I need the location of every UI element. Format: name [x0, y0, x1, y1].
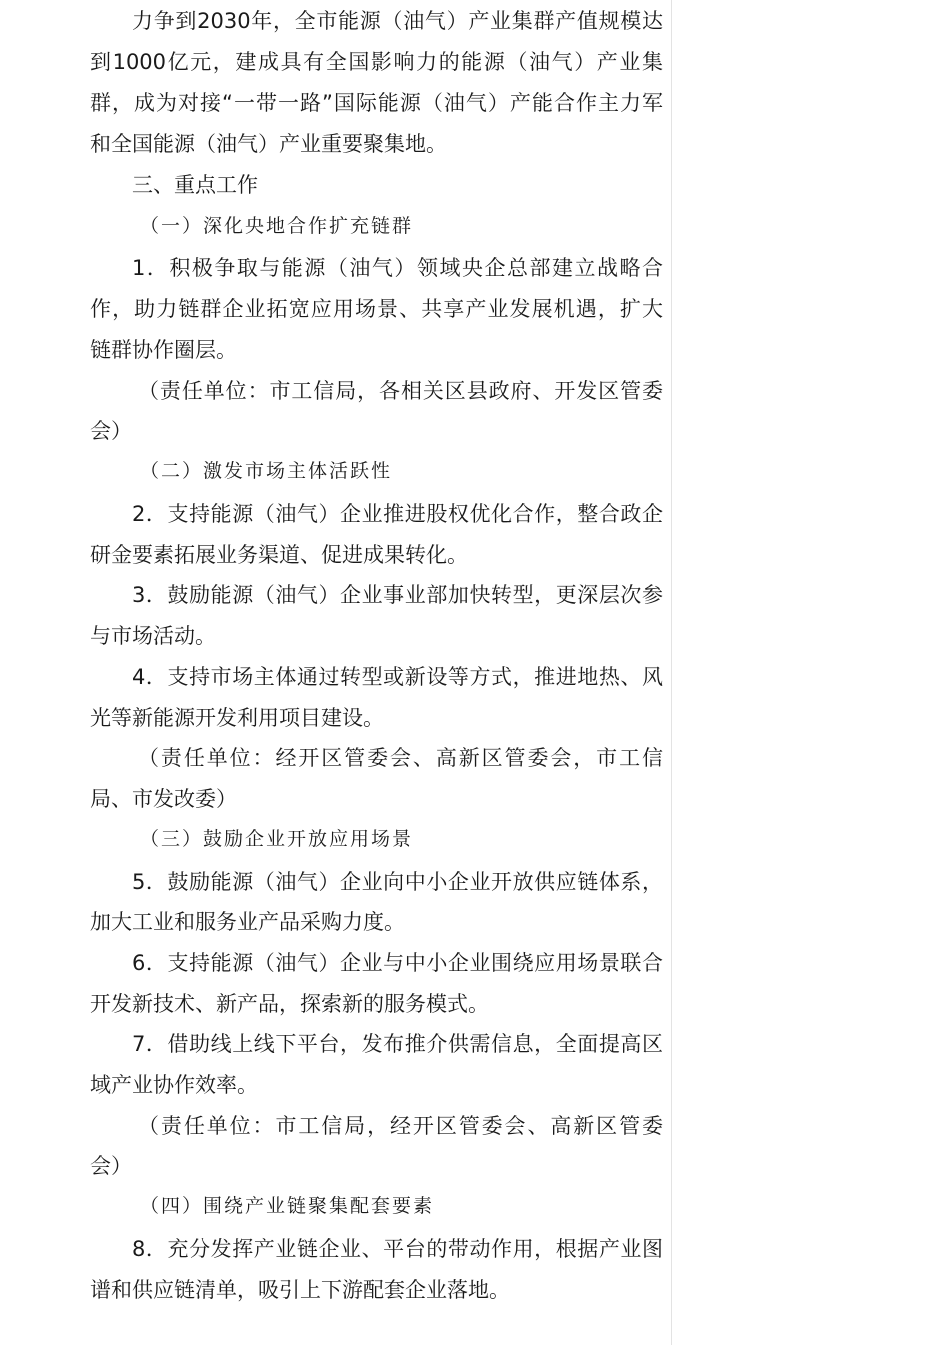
responsibility-line: 会）: [90, 419, 132, 443]
paragraph-line: 加大工业和服务业产品采购力度。: [90, 910, 405, 934]
subsection-heading: （三）鼓励企业开放应用场景: [140, 828, 414, 850]
section-heading: 三、重点工作: [132, 173, 258, 197]
responsibility-line: （责任单位：市工信局，经开区管委会、高新区管委: [138, 1114, 663, 1138]
paragraph-line: 谱和供应链清单，吸引上下游配套企业落地。: [90, 1278, 510, 1302]
paragraph-line: 链群协作圈层。: [90, 338, 237, 362]
paragraph-line: 1．积极争取与能源（油气）领域央企总部建立战略合: [132, 256, 663, 280]
paragraph-line: 6．支持能源（油气）企业与中小企业围绕应用场景联合: [132, 951, 663, 975]
paragraph-line: 和全国能源（油气）产业重要聚集地。: [90, 132, 447, 156]
paragraph-line: 作，助力链群企业拓宽应用场景、共享产业发展机遇，扩大: [90, 297, 663, 321]
paragraph-line: 7．借助线上线下平台，发布推介供需信息，全面提高区: [132, 1032, 663, 1056]
responsibility-line: 局、市发改委）: [90, 787, 237, 811]
paragraph-line: 2．支持能源（油气）企业推进股权优化合作，整合政企: [132, 502, 663, 526]
paragraph-line: 研金要素拓展业务渠道、促进成果转化。: [90, 543, 468, 567]
subsection-heading: （四）围绕产业链聚集配套要素: [140, 1195, 435, 1217]
paragraph-line: 与市场活动。: [90, 624, 216, 648]
paragraph-line: 8．充分发挥产业链企业、平台的带动作用，根据产业图: [132, 1237, 663, 1261]
paragraph-line: 4．支持市场主体通过转型或新设等方式，推进地热、风: [132, 665, 663, 689]
paragraph-line: 群，成为对接“一带一路”国际能源（油气）产能合作主力军: [90, 91, 663, 115]
responsibility-line: 会）: [90, 1154, 132, 1178]
paragraph-line: 力争到2030年，全市能源（油气）产业集群产值规模达: [132, 9, 663, 33]
paragraph-line: 光等新能源开发利用项目建设。: [90, 706, 384, 730]
subsection-heading: （二）激发市场主体活跃性: [140, 460, 393, 482]
paragraph-line: 5．鼓励能源（油气）企业向中小企业开放供应链体系，: [132, 870, 663, 894]
paragraph-line: 到1000亿元，建成具有全国影响力的能源（油气）产业集: [90, 50, 663, 74]
paragraph-line: 开发新技术、新产品，探索新的服务模式。: [90, 992, 489, 1016]
responsibility-line: （责任单位：经开区管委会、高新区管委会，市工信: [138, 746, 663, 770]
paragraph-line: 3．鼓励能源（油气）企业事业部加快转型，更深层次参: [132, 583, 663, 607]
paragraph-line: 域产业协作效率。: [90, 1073, 258, 1097]
subsection-heading: （一）深化央地合作扩充链群: [140, 215, 414, 237]
responsibility-line: （责任单位：市工信局，各相关区县政府、开发区管委: [138, 379, 663, 403]
